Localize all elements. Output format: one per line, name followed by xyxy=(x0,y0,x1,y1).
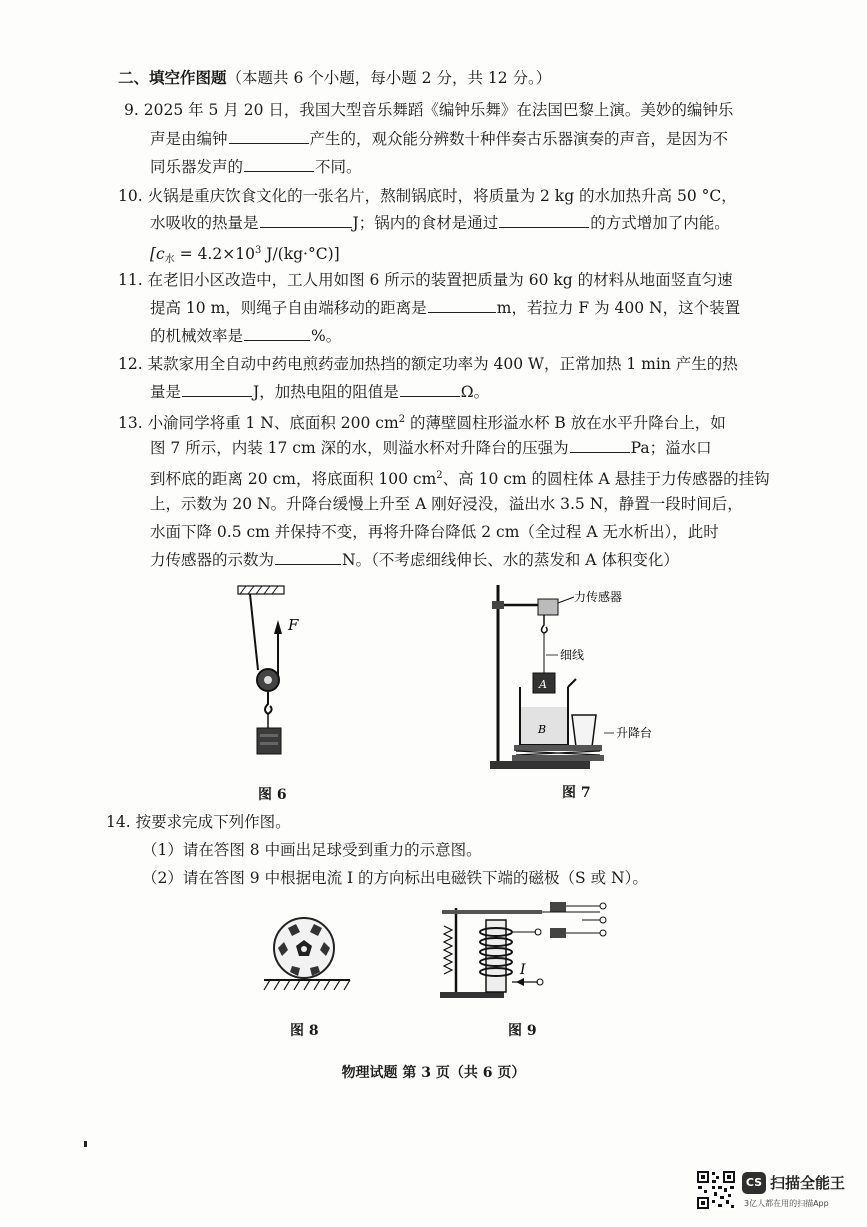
q11-line3 xyxy=(150,326,341,346)
q13-text-6b: N。（不考虑细线伸长、水的蒸发和 A 体积变化） xyxy=(342,551,679,569)
spout xyxy=(568,679,576,687)
label-thread: 细线 xyxy=(560,648,585,662)
q14-part2 xyxy=(142,868,648,888)
small-cup xyxy=(572,715,596,747)
brand-name: 扫描全能王 xyxy=(770,1174,846,1192)
figure-7-caption: 图 7 xyxy=(562,785,591,801)
q12-text-2c: Ω。 xyxy=(460,383,490,401)
q14-number: 14. xyxy=(106,813,131,831)
figure-6-caption: 图 6 xyxy=(258,787,287,803)
q9-text-3b: 不同。 xyxy=(315,158,362,176)
q9-blank-1[interactable] xyxy=(229,129,309,144)
q12-line1 xyxy=(118,354,738,374)
q12-text-2a: 量是 xyxy=(150,383,182,401)
figure-7-apparatus xyxy=(486,575,686,775)
contact-upper xyxy=(550,902,566,912)
figure-6-pulley xyxy=(226,582,316,772)
armature-lever xyxy=(442,910,542,914)
q13-text-1a: 小渝同学将重 1 N、底面积 200 cm xyxy=(147,414,399,432)
q13-line4 xyxy=(150,494,743,514)
q10-text-2b: J；锅内的食材是通过 xyxy=(352,214,499,232)
q12-number: 12. xyxy=(118,355,143,373)
page-footer: 物理试题 第 3 页（共 6 页） xyxy=(341,1065,526,1081)
q13-blank-1[interactable] xyxy=(570,438,630,453)
figure-8-football xyxy=(258,910,358,1000)
q9-line1 xyxy=(124,100,733,120)
pulley-axle xyxy=(264,676,272,684)
q13-text-4: 上，示数为 20 N。升降台缓慢上升至 A 刚好浸没，溢出水 3.5 N，静置一段时间后， xyxy=(150,495,743,513)
q13-number: 13. xyxy=(118,414,143,432)
q10-blank-1[interactable] xyxy=(260,213,352,228)
q11-line1 xyxy=(118,270,733,290)
q13-text-3sup: 2 xyxy=(436,470,443,481)
q10-line2 xyxy=(150,213,730,233)
q9-text-2a: 声是由编钟 xyxy=(150,130,228,148)
q13-text-2b: Pa；溢水口 xyxy=(630,439,712,457)
q10-blank-2[interactable] xyxy=(499,213,589,228)
q13-line5 xyxy=(150,522,719,542)
q10-formula-sup: 3 xyxy=(254,245,262,256)
section-heading xyxy=(118,68,551,88)
q9-text-3a: 同乐器发声的 xyxy=(150,158,244,176)
q12-blank-1[interactable] xyxy=(182,382,252,397)
q13-line3 xyxy=(150,466,770,489)
q9-line2 xyxy=(150,129,728,149)
q13-text-6a: 力传感器的示数为 xyxy=(150,551,275,569)
q11-blank-2[interactable] xyxy=(244,326,310,341)
qr-code-icon xyxy=(696,1170,736,1210)
q13-text-3a: 到杯底的距离 20 cm，将底面积 100 cm xyxy=(150,470,437,488)
q13-text-3b: 、高 10 cm 的圆柱体 A 悬挂于力传感器的挂钩 xyxy=(442,470,770,488)
section-note: （本题共 6 个小题，每小题 2 分，共 12 分。） xyxy=(226,69,552,87)
q14-part1-text: （1）请在答图 8 中画出足球受到重力的示意图。 xyxy=(142,841,482,859)
q11-text-2b: m，若拉力 F 为 400 N，这个装置 xyxy=(496,299,741,317)
q10-text-1: 火锅是重庆饮食文化的一张名片，熬制锅底时，将质量为 2 kg 的水加热升高 50 °C， xyxy=(147,187,737,205)
label-lift: 升降台 xyxy=(616,726,653,740)
force-sensor xyxy=(538,599,558,615)
lift-platform xyxy=(514,745,602,751)
q11-text-1: 在老旧小区改造中，工人用如图 6 所示的装置把质量为 60 kg 的材料从地面竖直匀速 xyxy=(147,271,733,289)
q10-formula-a: [c xyxy=(150,245,165,263)
spring xyxy=(444,926,452,974)
hook xyxy=(265,692,272,714)
rope-fixed xyxy=(250,594,258,670)
figure-9-electromagnet xyxy=(432,896,612,1000)
q13-text-2a: 图 7 所示，内装 17 cm 深的水，则溢水杯对升降台的压强为 xyxy=(150,439,569,457)
camscanner-logo-icon: CS xyxy=(742,1172,766,1194)
section-title: 二、填空作图题 xyxy=(118,68,227,87)
weight-block xyxy=(257,728,281,754)
label-B: B xyxy=(538,723,547,736)
current-arrow xyxy=(516,978,524,986)
base xyxy=(490,761,590,769)
q10-formula-c: J/(kg·°C)] xyxy=(261,245,340,263)
q12-line2 xyxy=(150,382,489,402)
q10-formula-sub: 水 xyxy=(164,254,175,265)
q9-text-1: 2025 年 5 月 20 日，我国大型音乐舞蹈《编钟乐舞》在法国巴黎上演。美妙的编钟乐 xyxy=(143,101,734,119)
lift-scissor xyxy=(516,751,600,755)
q10-number: 10. xyxy=(118,187,143,205)
q13-text-1b: 的薄壁圆柱形溢水杯 B 放在水平升降台上，如 xyxy=(405,414,726,432)
q14-part2-text: （2）请在答图 9 中根据电流 I 的方向标出电磁铁下端的磁极（S 或 N）。 xyxy=(142,869,648,887)
base xyxy=(440,992,504,998)
q14-line1 xyxy=(106,812,291,832)
q10-line3 xyxy=(150,241,340,270)
scan-mark xyxy=(84,1141,87,1147)
force-arrow xyxy=(274,620,282,634)
sensor-hook xyxy=(542,615,548,633)
q9-blank-2[interactable] xyxy=(244,157,314,172)
label-I: I xyxy=(520,962,526,978)
q13-text-1sup: 2 xyxy=(398,414,406,425)
contact-lower xyxy=(550,928,566,938)
q14-part1 xyxy=(142,840,482,860)
q11-text-3b: %。 xyxy=(311,327,342,345)
q10-text-2a: 水吸收的热量是 xyxy=(150,214,259,232)
label-F: F xyxy=(288,616,299,634)
q10-text-2c: 的方式增加了内能。 xyxy=(590,214,730,232)
q13-line1 xyxy=(118,410,726,433)
q10-line1 xyxy=(118,186,737,206)
label-sensor: 力传感器 xyxy=(574,590,623,604)
q11-text-2a: 提高 10 m，则绳子自由端移动的距离是 xyxy=(150,299,427,317)
q11-line2 xyxy=(150,298,740,318)
q12-text-2b: J，加热电阻的阻值是 xyxy=(253,383,399,401)
brand-tagline: 3亿人都在用的扫描App xyxy=(744,1199,829,1208)
q12-text-1: 某款家用全自动中药电煎药壶加热挡的额定功率为 400 W，正常加热 1 min 产生的热 xyxy=(147,355,738,373)
label-A: A xyxy=(539,678,547,691)
q9-text-2b: 产生的，观众能分辨数十种伴奏古乐器演奏的声音，是因为不 xyxy=(309,130,729,148)
q13-line6 xyxy=(150,550,679,570)
q9-line3 xyxy=(150,157,362,177)
figure-9-caption: 图 9 xyxy=(508,1023,537,1039)
q11-text-3a: 的机械效率是 xyxy=(150,327,244,345)
q11-number: 11. xyxy=(118,271,143,289)
q11-blank-1[interactable] xyxy=(428,298,496,313)
q13-blank-2[interactable] xyxy=(275,550,341,565)
figure-8-caption: 图 8 xyxy=(290,1023,319,1039)
q13-line2 xyxy=(150,438,712,458)
q12-blank-2[interactable] xyxy=(400,382,460,397)
q14-title: 按要求完成下列作图。 xyxy=(135,813,291,831)
q9-number: 9. xyxy=(124,101,139,119)
q10-formula-b: = 4.2×10 xyxy=(174,245,255,263)
q13-text-5: 水面下降 0.5 cm 并保持不变，再将升降台降低 2 cm（全过程 A 无水析出），此时 xyxy=(150,523,719,541)
